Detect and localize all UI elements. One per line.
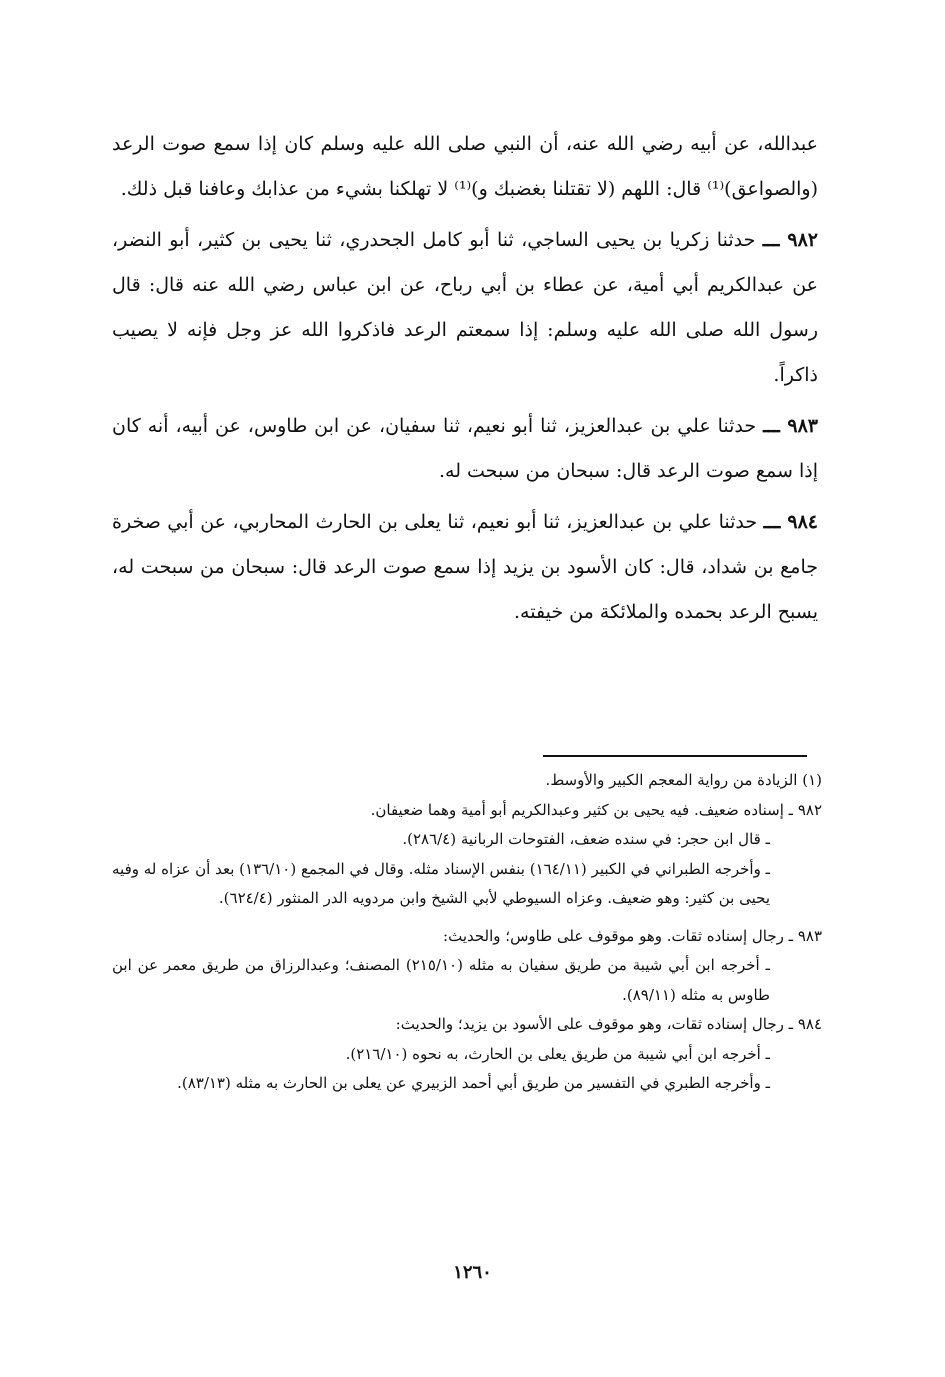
footnote-separator bbox=[543, 755, 807, 757]
footnotes bbox=[112, 766, 822, 1099]
note-984-tabari: ـ وأخرجه الطبري في التفسير من طريق أبي أحمد الزبيري عن يعلى بن الحارث به مثله (٨٣/١٣). bbox=[177, 1074, 770, 1092]
main-text bbox=[112, 122, 818, 635]
page-number: ١٢٦٠ bbox=[453, 1262, 492, 1283]
hadith-number: ٩٨٢ ـــ bbox=[762, 229, 818, 251]
hadith-984 bbox=[112, 500, 818, 635]
hadith-text: حدثنا زكريا بن يحيى الساجي، ثنا أبو كامل الجحدري، ثنا يحيى بن كثير، أبو النضر، عن عبدالكريم أبي أمية، عن عطاء بن أبي رباح، عن ابن عباس رضي الله عنه قال: قال رسول الله صلى الله عليه وسلم: إذا سمعتم الرعد فاذكروا الله عز وجل فإنه لا يصيب ذاكراً. bbox=[112, 229, 818, 386]
hadith-982 bbox=[112, 218, 818, 398]
note-983-grade: ٩٨٣ ـ رجال إسناده ثقات. وهو موقوف على طاوس؛ والحديث: bbox=[443, 926, 822, 945]
note-983-takhrij: ـ أخرجه ابن أبي شيبة من طريق سفيان به مثله (٢١٥/١٠) المصنف؛ وعبدالرزاق من طريق معمر عن ابن طاوس به مثله (٨٩/١١). bbox=[112, 956, 770, 1004]
note-982-grade: ٩٨٢ ـ إسناده ضعيف. فيه يحيى بن كثير وعبدالكريم أبو أمية وهما ضعيفان. bbox=[370, 800, 822, 819]
hadith-983 bbox=[112, 404, 818, 494]
hadith-number: ٩٨٣ ـــ bbox=[763, 415, 818, 437]
hadith-text: حدثنا علي بن عبدالعزيز، ثنا أبو نعيم، ثنا سفيان، عن ابن طاوس، عن أبيه، أنه كان إذا سمع صوت الرعد قال: سبحان من سبحت له. bbox=[112, 415, 818, 482]
note-984-grade: ٩٨٤ ـ رجال إسناده ثقات، وهو موقوف على الأسود بن يزيد؛ والحديث: bbox=[395, 1015, 822, 1033]
note-982-ibn-hajar: ـ قال ابن حجر: في سنده ضعف، الفتوحات الربانية (٢٨٦/٤). bbox=[402, 830, 770, 848]
hadith-text: حدثنا علي بن عبدالعزيز، ثنا أبو نعيم، ثنا يعلى بن الحارث المحاربي، عن أبي صخرة جامع بن شداد، قال: كان الأسود بن يزيد إذا سمع صوت الرعد قال: سبحان من سبحت له، يسبح الرعد بحمده والملائكة من خيفته. bbox=[112, 511, 818, 623]
hadith-number: ٩٨٤ ـــ bbox=[763, 511, 818, 533]
note-984-ibn-abi-shaybah: ـ أخرجه ابن أبي شيبة من طريق يعلى بن الحارث، به نحوه (٢١٦/١٠). bbox=[345, 1044, 770, 1063]
note-982-takhrij: ـ وأخرجه الطبراني في الكبير (١٦٤/١١) بنفس الإسناد مثله. وقال في المجمع (١٣٦/١٠) بعد أن عزاه له وفيه يحيى بن كثير: وهو ضعيف. وعزاه السيوطي لأبي الشيخ وابن مردويه الدر المنثور (٦٢٤/٤). bbox=[112, 859, 771, 907]
paragraph-continuation: عبدالله، عن أبيه رضي الله عنه، أن النبي صلى الله عليه وسلم كان إذا سمع صوت الرعد (والصواعق)⁽¹⁾ قال: اللهم (لا تقتلنا بغضبك و)⁽¹⁾ لا تهلكنا بشيء من عذابك وعافنا قبل ذلك. bbox=[112, 133, 818, 200]
footnote-1: (١) الزيادة من رواية المعجم الكبير والأوسط. bbox=[545, 771, 822, 789]
